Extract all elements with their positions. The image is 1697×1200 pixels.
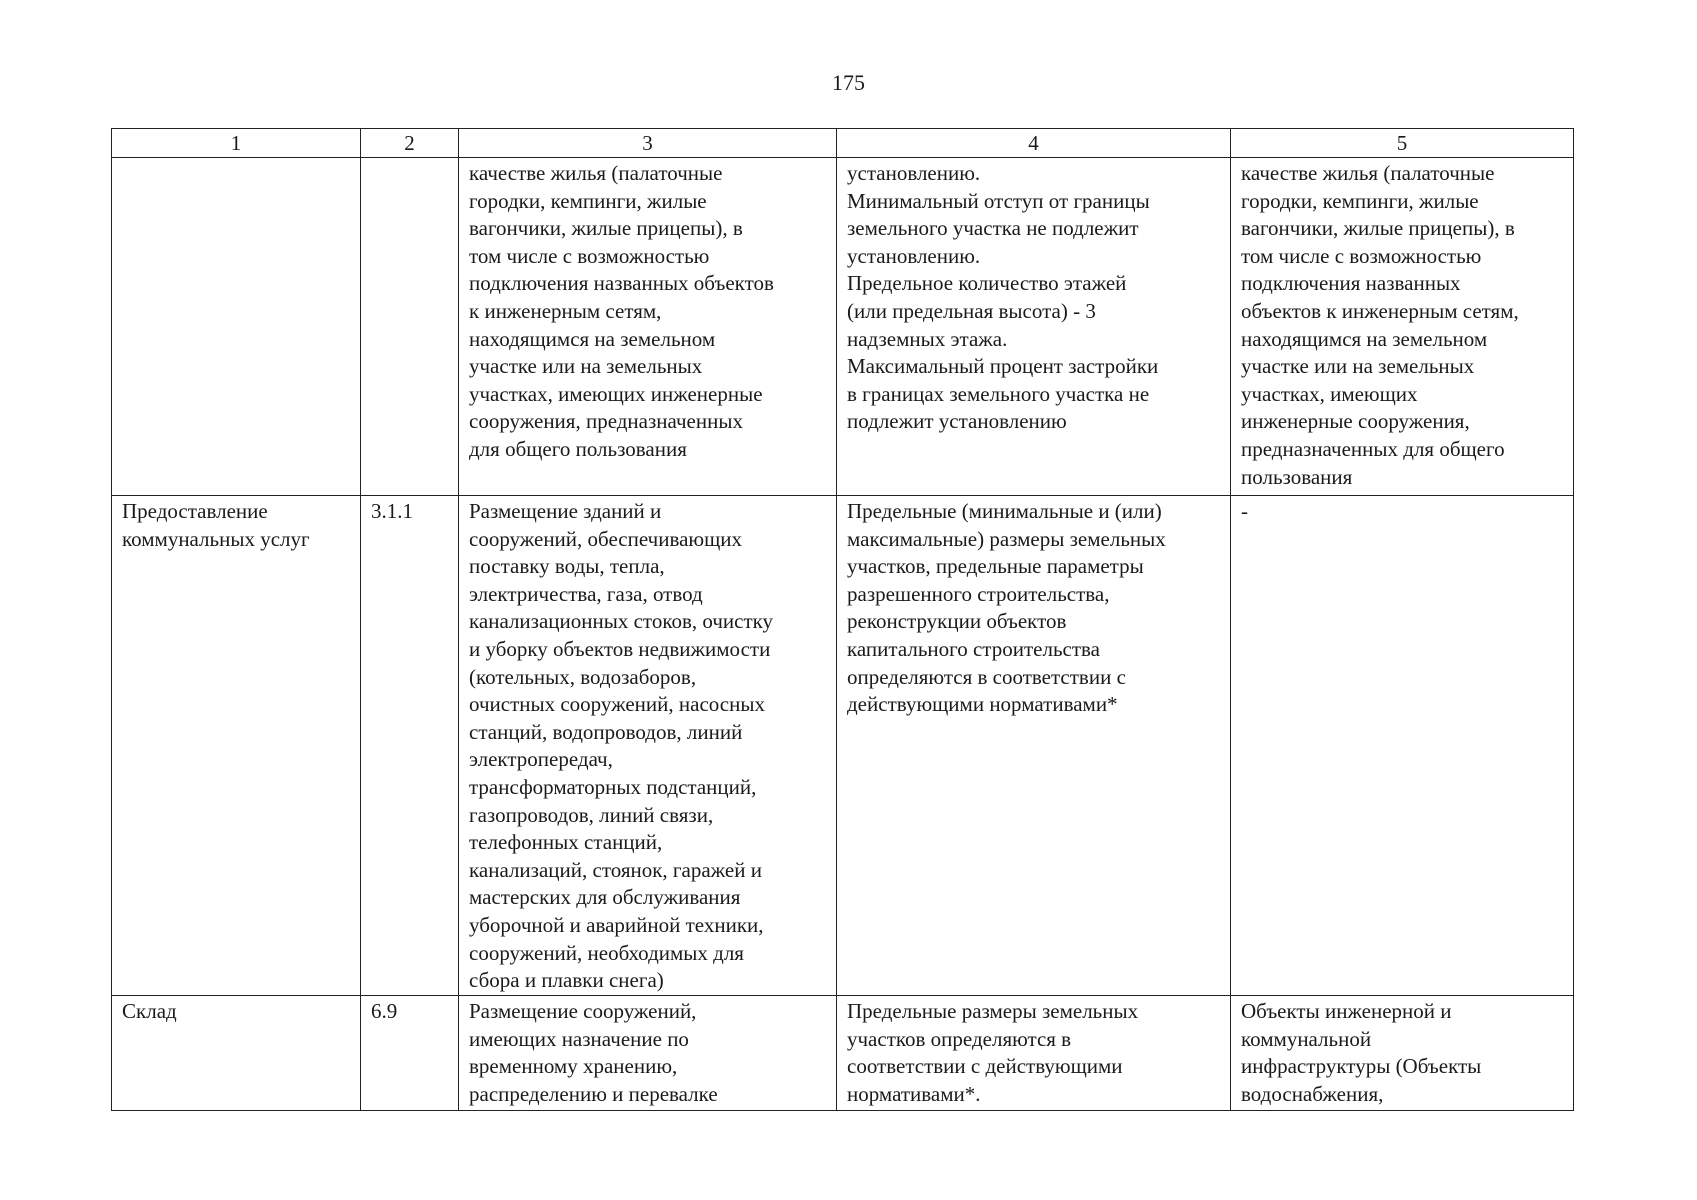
table-header-row xyxy=(112,129,1574,158)
auxiliary-use-cell: - xyxy=(1231,496,1574,996)
column-header-1: 1 xyxy=(112,129,361,158)
use-type-cell: Склад xyxy=(112,996,361,1111)
column-header-2: 2 xyxy=(361,129,459,158)
use-type-cell: Предоставление коммунальных услуг xyxy=(112,496,361,996)
description-cell: Размещение зданий и сооружений, обеспечивающих поставку воды, тепла, электричества, газа, отвод канализационных стоков, очистку и уборку объектов недвижимости (котельных, водозаборов, очистных сооружений, насосных станций, водопроводов, линий электропередач, трансформаторных подстанций, газопроводов, линий связи, телефонных станций, канализаций, стоянок, гаражей и мастерских для обслуживания уборочной и аварийной техники, сооружений, необходимых для сбора и плавки снега) xyxy=(459,496,837,996)
table-row xyxy=(112,996,1574,1111)
column-header-3: 3 xyxy=(459,129,837,158)
code-cell xyxy=(361,158,459,496)
parameters-cell: Предельные размеры земельных участков определяются в соответствии с действующими нормативами*. xyxy=(837,996,1231,1111)
description-cell: качестве жилья (палаточные городки, кемпинги, жилые вагончики, жилые прицепы), в том числе с возможностью подключения названных объектов к инженерным сетям, находящимся на земельном участке или на земельных участках, имеющих инженерные сооружения, предназначенных для общего пользования xyxy=(459,158,837,496)
auxiliary-use-cell: качестве жилья (палаточные городки, кемпинги, жилые вагончики, жилые прицепы), в том числе с возможностью подключения названных объектов к инженерным сетям, находящимся на земельном участке или на земельных участках, имеющих инженерные сооружения, предназначенных для общего пользования xyxy=(1231,158,1574,496)
table-row xyxy=(112,158,1574,496)
regulations-table xyxy=(111,128,1574,1111)
code-cell: 3.1.1 xyxy=(361,496,459,996)
description-cell: Размещение сооружений, имеющих назначение по временному хранению, распределению и перевалке xyxy=(459,996,837,1111)
use-type-cell xyxy=(112,158,361,496)
column-header-5: 5 xyxy=(1231,129,1574,158)
code-cell: 6.9 xyxy=(361,996,459,1111)
auxiliary-use-cell: Объекты инженерной и коммунальной инфраструктуры (Объекты водоснабжения, xyxy=(1231,996,1574,1111)
table-row xyxy=(112,496,1574,996)
parameters-cell: Предельные (минимальные и (или) максимальные) размеры земельных участков, предельные параметры разрешенного строительства, реконструкции объектов капитального строительства определяются в соответствии с действующими нормативами* xyxy=(837,496,1231,996)
parameters-cell: установлению. Минимальный отступ от границы земельного участка не подлежит установлению. Предельное количество этажей (или предельная высота) - 3 надземных этажа. Максимальный процент застройки в границах земельного участка не подлежит установлению xyxy=(837,158,1231,496)
page-number: 175 xyxy=(832,70,865,95)
column-header-4: 4 xyxy=(837,129,1231,158)
